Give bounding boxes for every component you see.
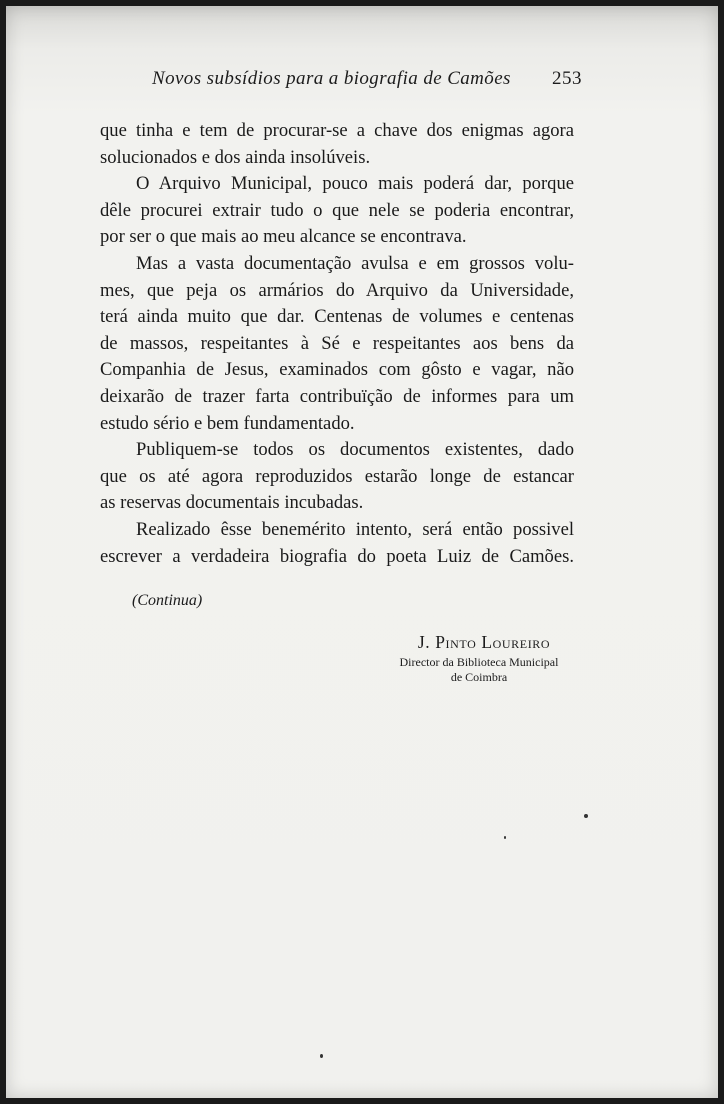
text-line: estudo sério e bem fundamentado. [100, 412, 355, 434]
text-line: escrever a verdadeira biografia do poeta Luiz de Camões. [100, 545, 574, 567]
text-line: por ser o que mais ao meu alcance se encontrava. [100, 226, 467, 248]
ink-speck [584, 814, 588, 818]
ink-speck [320, 1054, 323, 1058]
text-line: de massos, respeitantes à Sé e respeitantes aos bens da [100, 332, 574, 354]
text-line: Companhia de Jesus, examinados com gôsto e vagar, não [100, 359, 574, 381]
continued-note: (Continua) [132, 592, 203, 609]
text-line: dêle procurei extrair tudo o que nele se poderia encontrar, [100, 199, 574, 221]
text-line: que os até agora reproduzidos estarão longe de estancar [100, 465, 574, 487]
ink-speck [504, 836, 506, 839]
author-name: J. Pinto Loureiro [417, 632, 551, 652]
text-line: solucionados e dos ainda insolúveis. [100, 146, 371, 168]
text-line: que tinha e tem de procurar-se a chave dos enigmas agora [100, 120, 574, 141]
signature-block [374, 632, 564, 683]
running-title: Novos subsídios para a biografia de Camões [152, 68, 511, 89]
text-line: Realizado êsse benemérito intento, será então possivel [136, 518, 574, 540]
page-number: 253 [552, 68, 582, 89]
text-line: Publiquem-se todos os documentos existentes, dado [136, 439, 574, 461]
text-line: mes, que peja os armários do Arquivo da Universidade, [100, 279, 574, 301]
text-line: Mas a vasta documentação avulsa e em grossos volu- [136, 252, 574, 274]
book-page [6, 6, 718, 1098]
text-line: terá ainda muito que dar. Centenas de volumes e centenas [100, 306, 574, 328]
text-line: O Arquivo Municipal, pouco mais poderá dar, porque [136, 173, 574, 195]
text-line: as reservas documentais incubadas. [100, 492, 364, 514]
author-institution: de Coimbra [450, 670, 508, 684]
text-line: deixarão de trazer farta contribuïção de informes para um [100, 385, 574, 407]
body-text [100, 118, 574, 570]
page-header [152, 68, 582, 100]
author-role: Director da Biblioteca Municipal [399, 655, 559, 669]
